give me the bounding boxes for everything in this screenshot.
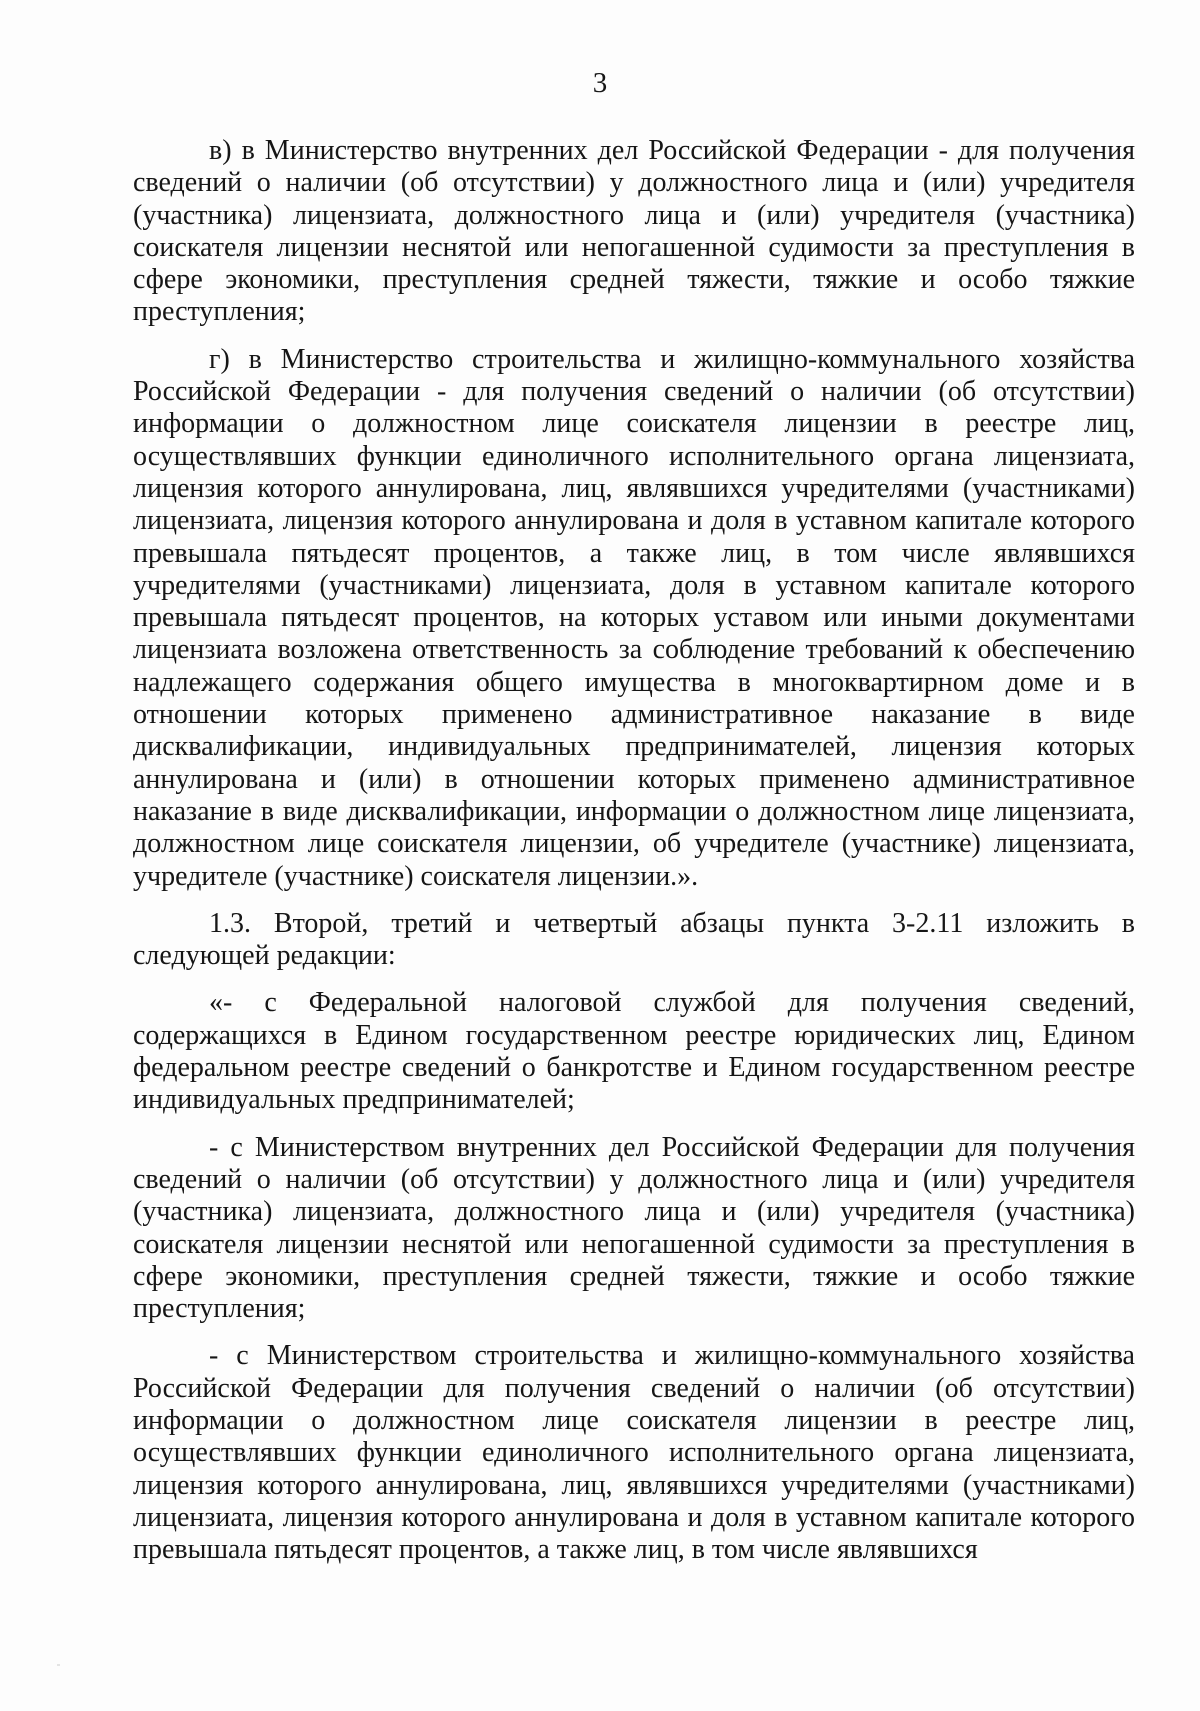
paragraph-minstroy: - с Министерством строительства и жилищно-коммунального хозяйства Российской Федерации для получения сведений о наличии (об отсутствии) информации о должностном лице соискателя лицензии в реестре лиц, осуществлявших функции единоличного исполнительного органа лицензиата, лицензия которого аннулирована, лиц, являвшихся учредителями (участниками) лицензиата, лицензия которого аннулирована и доля в уставном капитале которого превышала пятьдесят процентов, а также лиц, в том числе являвшихся	[133, 1340, 1135, 1566]
paragraph-g-minstroy: г) в Министерство строительства и жилищно-коммунального хозяйства Российской Федерации - для получения сведений о наличии (об отсутствии) информации о должностном лице соискателя лицензии в реестре лиц, осуществлявших функции единоличного исполнительного органа лицензиата, лицензия которого аннулирована, лиц, являвшихся учредителями (участниками) лицензиата, лицензия которого аннулирована и доля в уставном капитале которого превышала пятьдесят процентов, а также лиц, в том числе являвшихся учредителями (участниками) лицензиата, доля в уставном капитале которого превышала пятьдесят процентов, на которых уставом или иными документами лицензиата возложена ответственность за соблюдение требований к обеспечению надлежащего содержания общего имущества в многоквартирном доме и в отношении которых применено административное наказание в виде дисквалификации, индивидуальных предпринимателей, лицензия которых аннулирована и (или) в отношении которых применено административное наказание в виде дисквалификации, информации о должностном лице лицензиата, должностном лице соискателя лицензии, об учредителе (участнике) лицензиата, учредителе (участнике) соискателя лицензии.».	[133, 343, 1135, 892]
paragraph-1-3: 1.3. Второй, третий и четвертый абзацы пункта 3-2.11 изложить в следующей редакции:	[133, 907, 1135, 972]
document-body	[133, 135, 1135, 1566]
page-number: 3	[592, 67, 608, 99]
scan-speck	[57, 1664, 60, 1666]
paragraph-mvd: - с Министерством внутренних дел Российской Федерации для получения сведений о наличии (об отсутствии) у должностного лица и (или) учредителя (участника) лицензиата, должностного лица и (или) учредителя (участника) соискателя лицензии неснятой или непогашенной судимости за преступления в сфере экономики, преступления средней тяжести, тяжкие и особо тяжкие преступления;	[133, 1131, 1135, 1325]
paragraph-fns: «- с Федеральной налоговой службой для получения сведений, содержащихся в Едином государственном реестре юридических лиц, Едином федеральном реестре сведений о банкротстве и Едином государственном реестре индивидуальных предпринимателей;	[133, 987, 1135, 1116]
paragraph-v-mvd: в) в Министерство внутренних дел Российской Федерации - для получения сведений о наличии (об отсутствии) у должностного лица и (или) учредителя (участника) лицензиата, должностного лица и (или) учредителя (участника) соискателя лицензии неснятой или непогашенной судимости за преступления в сфере экономики, преступления средней тяжести, тяжкие и особо тяжкие преступления;	[133, 135, 1135, 328]
